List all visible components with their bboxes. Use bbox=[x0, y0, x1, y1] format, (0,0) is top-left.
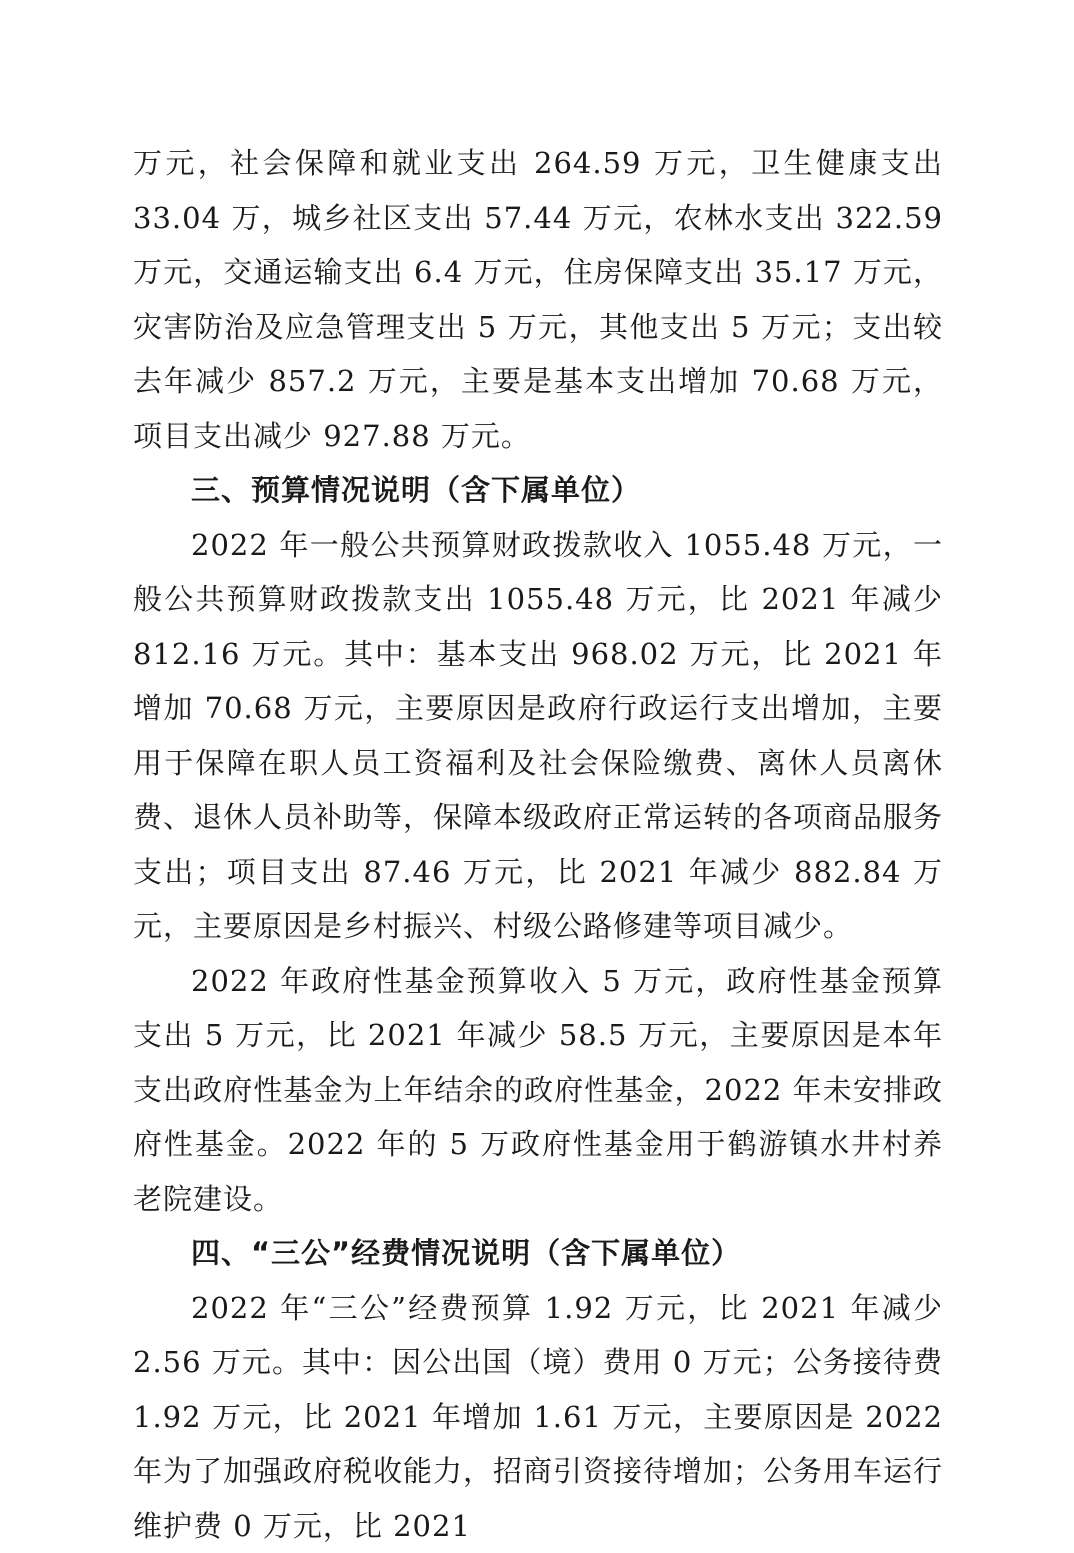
document-page bbox=[133, 136, 943, 1553]
heading-three-public-expenses: 四、“三公”经费情况说明（含下属单位） bbox=[133, 1226, 943, 1281]
paragraph-three-public-expenses: 2022 年“三公”经费预算 1.92 万元，比 2021 年减少 2.56 万元。其中：因公出国（境）费用 0 万元；公务接待费 1.92 万元，比 2021 年增加 1.61 万元，主要原因是 2022 年为了加强政府税收能力，招商引资接待增加；公务用车运行维护费 0 万元，比 2021 bbox=[133, 1281, 943, 1553]
paragraph-government-fund-budget: 2022 年政府性基金预算收入 5 万元，政府性基金预算支出 5 万元，比 2021 年减少 58.5 万元，主要原因是本年支出政府性基金为上年结余的政府性基金，2022 年未安排政府性基金。2022 年的 5 万政府性基金用于鹤游镇水井村养老院建设。 bbox=[133, 954, 943, 1227]
heading-budget-explanation: 三、预算情况说明（含下属单位） bbox=[133, 463, 943, 518]
paragraph-expenditure-summary: 万元，社会保障和就业支出 264.59 万元，卫生健康支出 33.04 万，城乡社区支出 57.44 万元，农林水支出 322.59 万元，交通运输支出 6.4 万元，住房保障支出 35.17 万元，灾害防治及应急管理支出 5 万元，其他支出 5 万元；支出较去年减少 857.2 万元，主要是基本支出增加 70.68 万元，项目支出减少 927.88 万元。 bbox=[133, 136, 943, 463]
paragraph-general-public-budget: 2022 年一般公共预算财政拨款收入 1055.48 万元，一般公共预算财政拨款支出 1055.48 万元，比 2021 年减少 812.16 万元。其中：基本支出 968.02 万元，比 2021 年增加 70.68 万元，主要原因是政府行政运行支出增加，主要用于保障在职人员工资福利及社会保险缴费、离休人员离休费、退休人员补助等，保障本级政府正常运转的各项商品服务支出；项目支出 87.46 万元，比 2021 年减少 882.84 万元，主要原因是乡村振兴、村级公路修建等项目减少。 bbox=[133, 518, 943, 954]
